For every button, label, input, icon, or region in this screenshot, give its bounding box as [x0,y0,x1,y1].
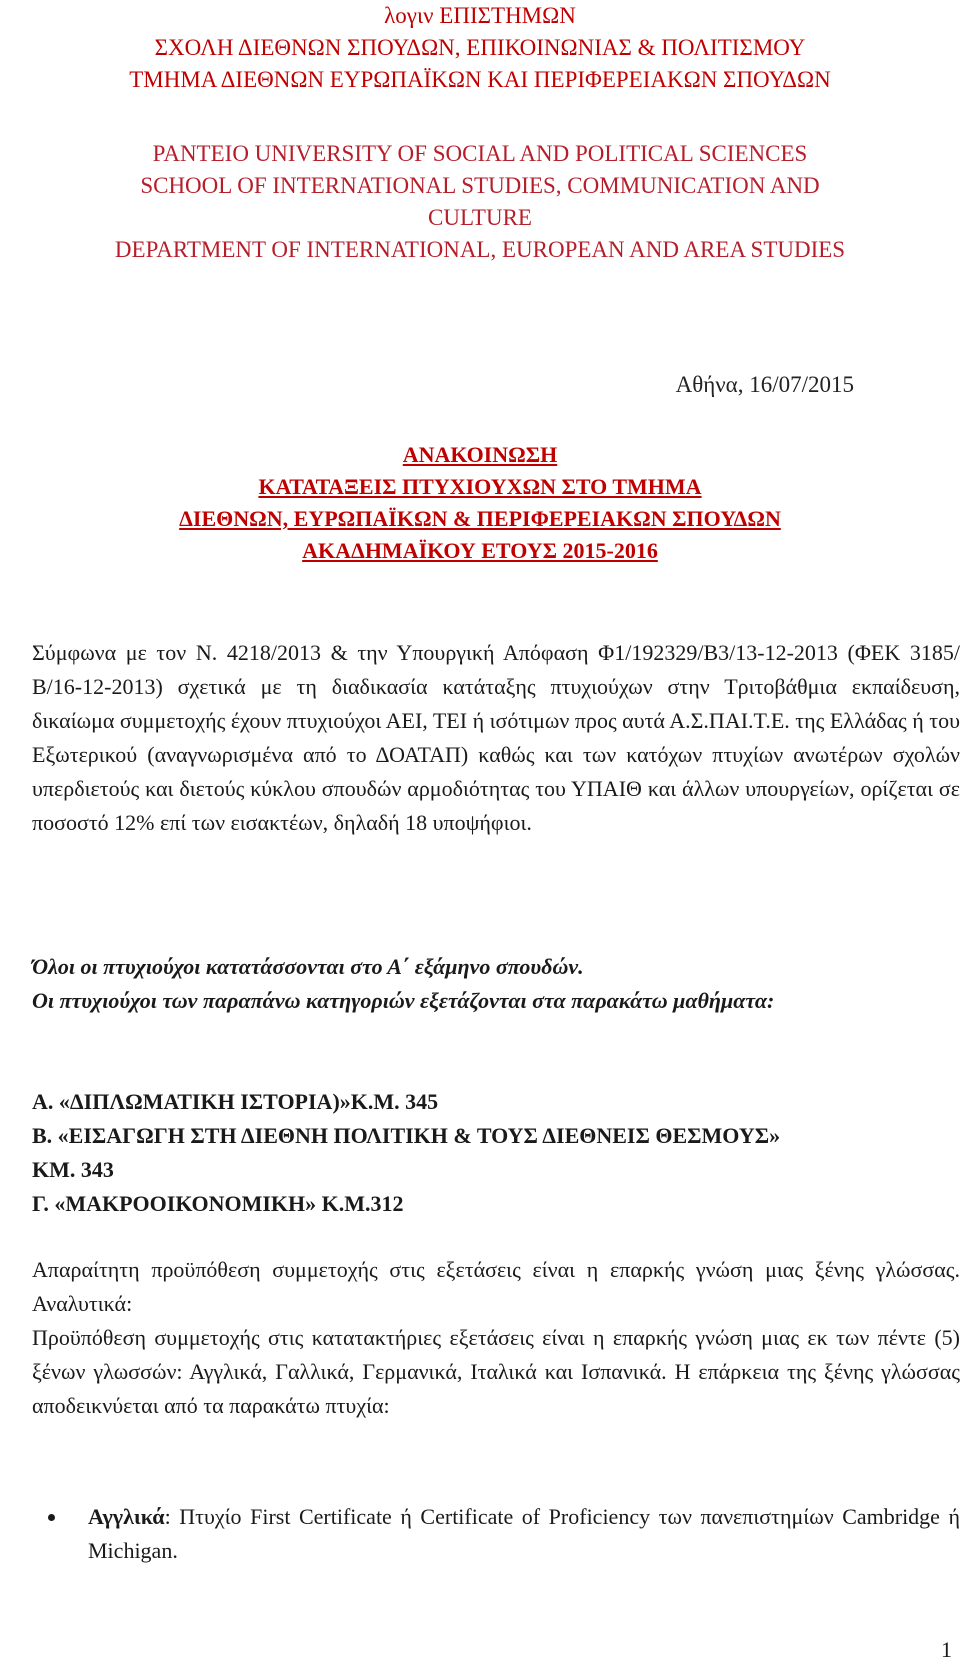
greek-header-line-3: ΤΜΗΜΑ ΔΙΕΘΝΩΝ ΕΥΡΩΠΑΪΚΩΝ ΚΑΙ ΠΕΡΙΦΕΡΕΙΑΚΩΝ ΣΠΟΥΔΩΝ [129,67,831,92]
italic-note-2: Οι πτυχιούχοι των παραπάνω κατηγοριών εξετάζονται στα παρακάτω μαθήματα: [32,988,775,1013]
greek-header-line-2: ΣΧΟΛΗ ΔΙΕΘΝΩΝ ΣΠΟΥΔΩΝ, ΕΠΙΚΟΙΝΩΝΙΑΣ & ΠΟΛΙΤΙΣΜΟΥ [154,35,806,60]
course-list [32,1085,960,1221]
announcement-line-4: ΑΚΑΔΗΜΑΪΚΟΥ ΕΤΟΥΣ 2015-2016 [302,538,658,563]
document-date: Αθήνα, 16/07/2015 [675,372,854,397]
bullet-dot-icon [48,1514,55,1521]
bullet-item-english [48,1500,960,1568]
language-requirement-1: Απαραίτητη προϋπόθεση συμμετοχής στις εξετάσεις είναι η επαρκής γνώση μιας ξένης γλώσσας. Αναλυτικά: [32,1257,960,1316]
english-header-line-1: PANTEIO UNIVERSITY OF SOCIAL AND POLITICAL SCIENCES [152,141,808,166]
bullet-text [88,1500,960,1568]
english-header-line-3: CULTURE [428,205,532,230]
announcement-title-block [0,439,960,567]
greek-header [0,0,960,96]
body-paragraph: Σύμφωνα με τον Ν. 4218/2013 & την Υπουργική Απόφαση Φ1/192329/Β3/13-12-2013 (ΦΕΚ 3185/Β/16-12-2013) σχετικά με τη διαδικασία κατάταξης πτυχιούχων στην Τριτοβάθμια εκπαίδευση, δικαίωμα συμμετοχής έχουν πτυχιούχοι ΑΕΙ, ΤΕΙ ή ισότιμων προς αυτά Α.Σ.ΠΑΙ.Τ.Ε. της Ελλάδας ή του Εξωτερικού (αναγνωρισμένα από το ΔΟΑΤΑΠ) καθώς και των κατόχων πτυχίων ανωτέρων σχολών υπερδιετούς και διετούς κύκλου σπουδών αρμοδιότητας του ΥΠΑΙΘ και άλλων υπουργείων, ορίζεται σε ποσοστό 12% επί των εισακτέων, δηλαδή 18 υποψήφιοι. [32,640,960,835]
english-header-line-2: SCHOOL OF INTERNATIONAL STUDIES, COMMUNICATION AND [140,173,820,198]
course-item: Β. «ΕΙΣΑΓΩΓΗ ΣΤΗ ΔΙΕΘΝΗ ΠΟΛΙΤΙΚΗ & ΤΟΥΣ ΔΙΕΘΝΕΙΣ ΘΕΣΜΟΥΣ» [32,1123,781,1148]
english-header-line-4: DEPARTMENT OF INTERNATIONAL, EUROPEAN AND AREA STUDIES [114,237,846,262]
course-item: Α. «ΔΙΠΛΩΜΑΤΙΚΗ ΙΣΤΟΡΙΑ)»Κ.Μ. 345 [32,1089,439,1114]
announcement-title: ΑΝΑΚΟΙΝΩΣΗ [402,442,558,467]
italic-note-1: Όλοι οι πτυχιούχοι κατατάσσονται στο Α΄ εξάμηνο σπουδών. [32,954,584,979]
course-item: ΚΜ. 343 [32,1157,114,1182]
announcement-line-2: ΚΑΤΑΤΑΞΕΙΣ ΠΤΥΧΙΟΥΧΩΝ ΣΤΟ ΤΜΗΜΑ [258,474,702,499]
greek-header-line-1: λογιν ΕΠΙΣΤΗΜΩΝ [384,3,576,28]
english-header [0,138,960,266]
language-requirement-2: Προϋπόθεση συμμετοχής στις κατατακτήριες εξετάσεις είναι η επαρκής γνώση μιας εκ των πέντε (5) ξένων γλωσσών: Αγγλικά, Γαλλικά, Γερμανικά, Ιταλικά και Ισπανικά. Η επάρκεια της ξένης γλώσσας αποδεικνύεται από τα παρακάτω πτυχία: [32,1325,960,1418]
bullet-body: : Πτυχίο First Certificate ή Certificate of Proficiency των πανεπιστημίων Cambridge ή Michigan. [88,1504,960,1563]
bullet-label: Αγγλικά [88,1504,165,1529]
italic-notes [32,950,960,1018]
page-number: 1 [941,1637,952,1662]
course-item: Γ. «ΜΑΚΡΟΟΙΚΟΝΟΜΙΚΗ» Κ.Μ.312 [32,1191,404,1216]
announcement-line-3: ΔΙΕΘΝΩΝ, ΕΥΡΩΠΑΪΚΩΝ & ΠΕΡΙΦΕΡΕΙΑΚΩΝ ΣΠΟΥΔΩΝ [179,506,781,531]
